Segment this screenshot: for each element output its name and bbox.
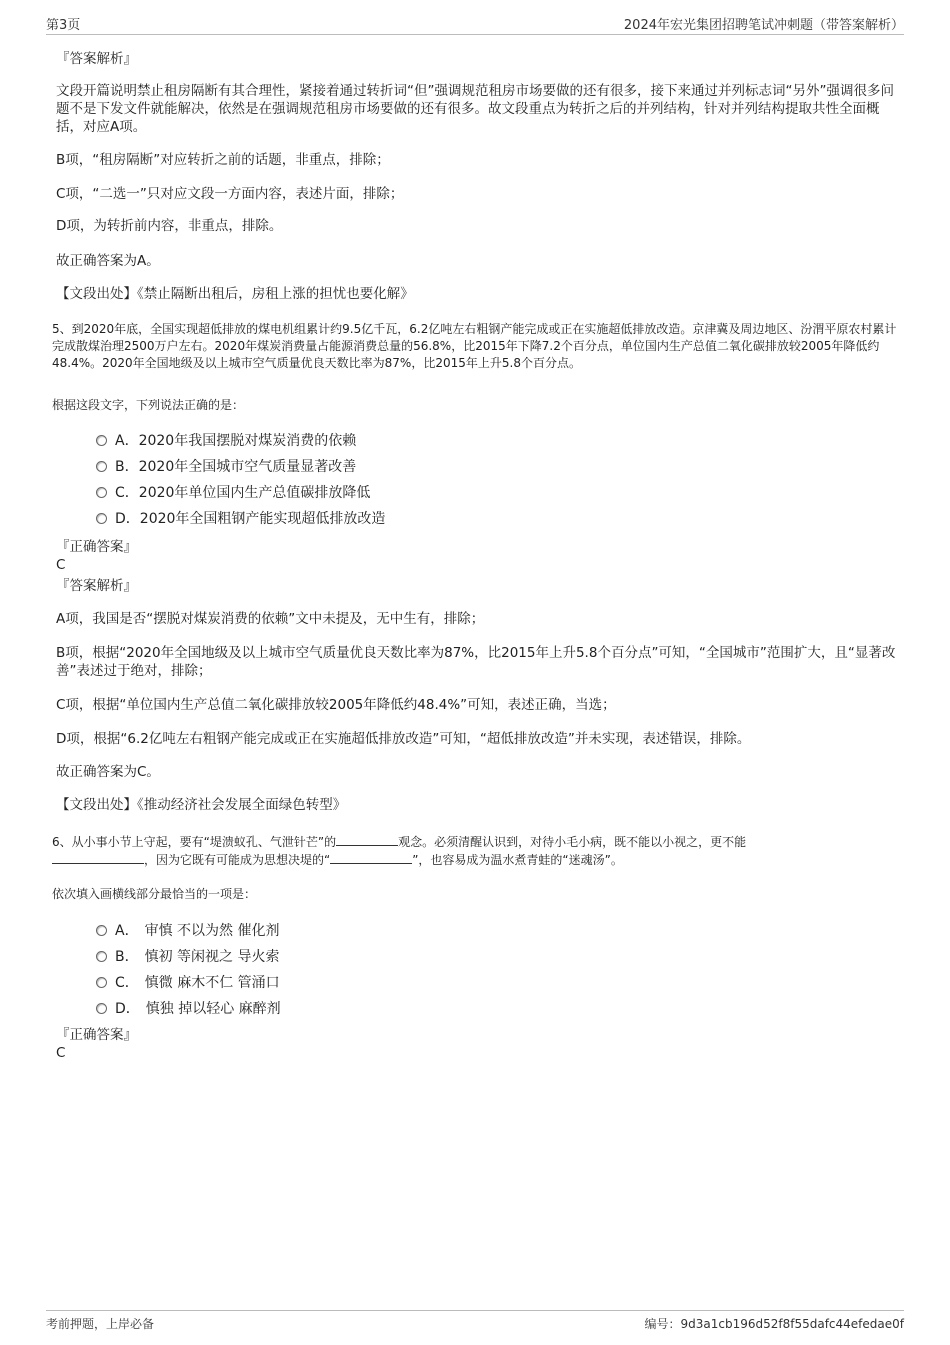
blank-2 [52, 851, 144, 864]
radio-icon[interactable] [96, 951, 107, 962]
q5-option-d[interactable]: D．2020年全国粗钢产能实现超低排放改造 [96, 508, 385, 528]
q6-answer-label: 『正确答案』 [56, 1027, 137, 1043]
q5-analysis-c: C项，根据“单位国内生产总值二氧化碳排放较2005年降低约48.4%”可知，表述正确，当选； [56, 697, 616, 713]
q4-analysis-paragraph: 文段开篇说明禁止租房隔断有其合理性，紧接着通过转折词“但”强调规范租房市场要做的还有很多，接下来通过并列标志词“另外”强调很多问题不是下发文件就能解决，依然是在强调规范租房市场要做的还有很多。故文段重点为转折之后的并列结构，针对并列结构提取共性全面概括，对应A项。 [56, 83, 894, 135]
radio-icon[interactable] [96, 925, 107, 936]
q6-option-c[interactable]: C． 慎微 麻木不仁 管涌口 [96, 972, 280, 992]
q5-analysis-d: D项，根据“6.2亿吨左右粗钢产能完成或正在实施超低排放改造”可知，“超低排放改造”并未实现，表述错误，排除。 [56, 731, 751, 747]
q5-analysis-a: A项，我国是否“摆脱对煤炭消费的依赖”文中未提及，无中生有，排除； [56, 611, 485, 627]
q4-analysis-b: B项，“租房隔断”对应转折之前的话题，非重点，排除； [56, 152, 390, 168]
radio-icon[interactable] [96, 487, 107, 498]
q5-analysis-label: 『答案解析』 [56, 578, 137, 594]
radio-icon[interactable] [96, 461, 107, 472]
q4-source: 【文段出处】《禁止隔断出租后，房租上涨的担忧也要化解》 [56, 286, 414, 302]
q5-option-b[interactable]: B．2020年全国城市空气质量显著改善 [96, 456, 356, 476]
page-header [46, 14, 904, 35]
q5-analysis-b: B项，根据“2020年全国地级及以上城市空气质量优良天数比率为87%，比2015年上升5.8个百分点”可知，“全国城市”范围扩大，且“显著改善”表述过于绝对，排除； [56, 645, 896, 679]
radio-icon[interactable] [96, 435, 107, 446]
q4-analysis-d: D项，为转折前内容，非重点，排除。 [56, 218, 283, 234]
q4-conclusion: 故正确答案为A。 [56, 253, 160, 269]
footer-slogan: 考前押题，上岸必备 [46, 1317, 155, 1331]
radio-icon[interactable] [96, 1003, 107, 1014]
q6-option-b[interactable]: B． 慎初 等闲视之 导火索 [96, 946, 280, 966]
blank-3 [330, 851, 412, 864]
q6-option-a[interactable]: A． 审慎 不以为然 催化剂 [96, 920, 279, 940]
q5-answer-label: 『正确答案』 [56, 539, 137, 555]
q5-source: 【文段出处】《推动经济社会发展全面绿色转型》 [56, 797, 347, 813]
q5-option-c[interactable]: C．2020年单位国内生产总值碳排放降低 [96, 482, 370, 502]
page-number: 第3页 [46, 18, 81, 33]
q6-answer: C [56, 1045, 66, 1061]
q4-analysis-label: 『答案解析』 [56, 51, 137, 67]
document-title: 2024年宏光集团招聘笔试冲刺题（带答案解析） [623, 18, 904, 33]
q5-conclusion: 故正确答案为C。 [56, 764, 160, 780]
q6-stem: 6、从小事小节上守起，要有“堤溃蚁孔、气泄针芒”的 观念。必须清醒认识到，对待小毛小病，既不能以小视之，更不能 ，因为它既有可能成为思想决堤的“ ”，也容易成为温水煮青蛙的“迷魂汤”。 [52, 835, 747, 867]
q6-option-d[interactable]: D． 慎独 掉以轻心 麻醉剂 [96, 998, 281, 1018]
footer-document-id: 编号：9d3a1cb196d52f8f55dafc44efedae0f [644, 1317, 904, 1331]
q4-analysis-c: C项，“二选一”只对应文段一方面内容，表述片面，排除； [56, 186, 404, 202]
q5-answer: C [56, 557, 66, 573]
blank-1 [336, 833, 398, 846]
page-footer [46, 1310, 904, 1335]
q5-option-a[interactable]: A．2020年我国摆脱对煤炭消费的依赖 [96, 430, 356, 450]
q6-prompt: 依次填入画横线部分最恰当的一项是： [52, 887, 257, 901]
q5-stem: 5、到2020年底，全国实现超低排放的煤电机组累计约9.5亿千瓦，6.2亿吨左右粗钢产能完成或正在实施超低排放改造。京津冀及周边地区、汾渭平原农村累计完成散煤治理2500万户左右。2020年煤炭消费量占能源消费总量的56.8%，比2015年下降7.2个百分点，单位国内生产总值二氧化碳排放较2005年降低约48.4%。2020年全国地级及以上城市空气质量优良天数比率为87%，比2015年上升5.8个百分点。 [52, 322, 897, 370]
radio-icon[interactable] [96, 977, 107, 988]
q5-prompt: 根据这段文字，下列说法正确的是： [52, 398, 245, 412]
radio-icon[interactable] [96, 513, 107, 524]
